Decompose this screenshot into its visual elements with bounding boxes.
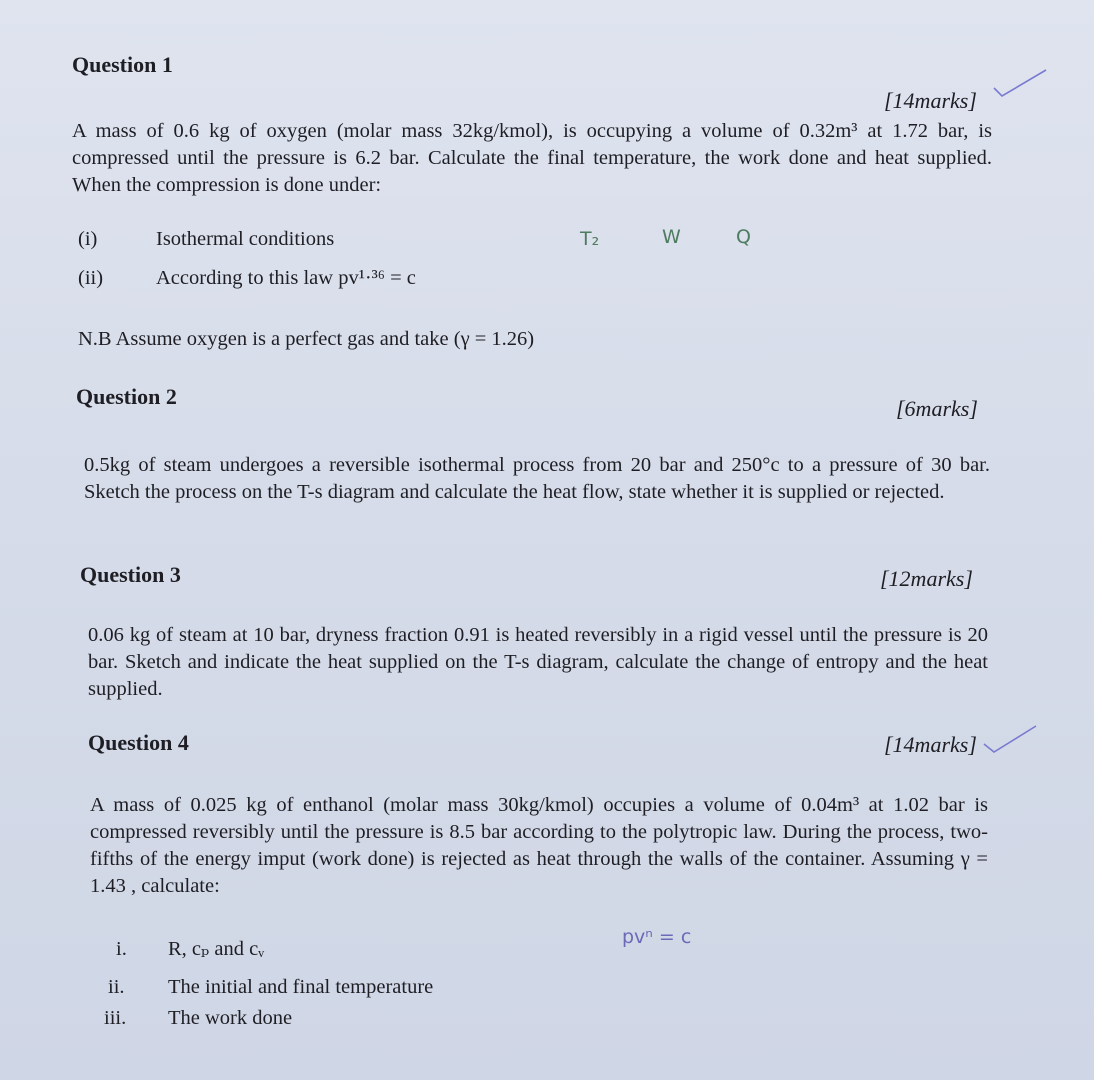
question-3-text: 0.06 kg of steam at 10 bar, dryness fraction 0.91 is heated reversibly in a rigid vessel until the pressure is 20 bar. Sketch and indicate the heat supplied on the T-s diagram, calculate the change of entropy and the heat supplied. (88, 624, 988, 700)
question-3-title: Question 3 (80, 562, 181, 587)
question-1-marks: [14marks] (884, 88, 977, 113)
item-text: Isothermal conditions (156, 228, 335, 250)
item-text: The work done (168, 1007, 293, 1029)
item-text: The initial and final temperature (168, 976, 434, 998)
tick-mark-icon (980, 722, 1040, 758)
tick-mark-icon (990, 66, 1050, 102)
question-2-text: 0.5kg of steam undergoes a reversible isothermal process from 20 bar and 250°c to a pressure of 30 bar. Sketch the process on the T-s diagram and calculate the heat flow, state whether it is supplied or rejected. (84, 454, 990, 503)
question-1-item-2 (78, 267, 416, 290)
handwritten-t2: T₂ (580, 228, 600, 250)
question-4-item-2 (108, 976, 433, 999)
question-2-title: Question 2 (76, 384, 177, 409)
question-4-text: A mass of 0.025 kg of enthanol (molar mass 30kg/kmol) occupies a volume of 0.04m³ at 1.02 bar is compressed reversibly until the pressure is 8.5 bar according to the polytropic law. During the process, two-fifths of the energy imput (work done) is rejected as heat through the walls of the container. Assuming γ = 1.43 , calculate: (90, 794, 988, 897)
item-number: iii. (104, 1007, 127, 1029)
question-3-marks: [12marks] (880, 566, 973, 591)
question-2-marks: [6marks] (896, 396, 978, 421)
item-text: R, cₚ and cᵥ (168, 938, 265, 960)
question-1-item-1 (78, 228, 334, 251)
item-number: (i) (78, 228, 98, 250)
handwritten-polytropic-law: pvⁿ = c (622, 926, 692, 948)
item-number: ii. (108, 976, 125, 998)
question-4-title: Question 4 (88, 730, 189, 755)
item-number: (ii) (78, 267, 104, 289)
handwritten-w: W (662, 226, 681, 248)
item-text: According to this law pv¹·³⁶ = c (156, 267, 416, 289)
question-1-note: N.B Assume oxygen is a perfect gas and take (γ = 1.26) (78, 328, 535, 350)
question-4-item-1 (116, 936, 264, 961)
question-1-text: A mass of 0.6 kg of oxygen (molar mass 32kg/kmol), is occupying a volume of 0.32m³ at 1.72 bar, is compressed until the pressure is 6.2 bar. Calculate the final temperature, the work done and heat supplied. When the compression is done under: (72, 120, 992, 196)
question-4-item-3 (104, 1007, 292, 1030)
handwritten-q: Q (736, 226, 751, 248)
question-4-marks: [14marks] (884, 732, 977, 757)
item-number: i. (116, 938, 127, 960)
question-1-title: Question 1 (72, 52, 173, 77)
